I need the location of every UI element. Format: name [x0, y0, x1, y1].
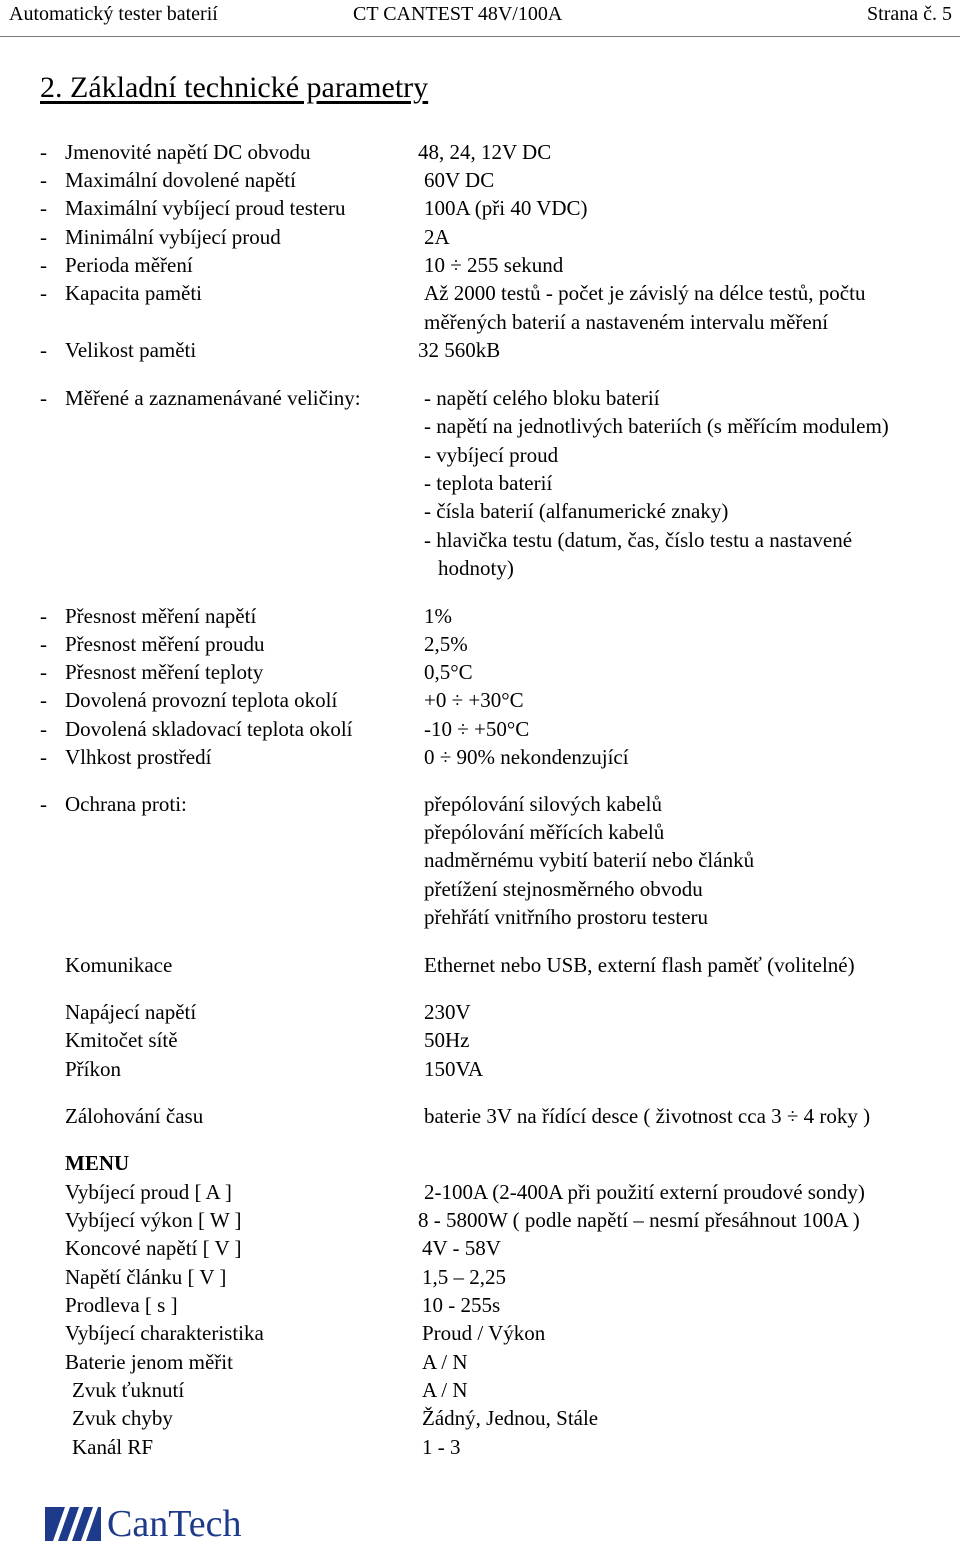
measured-row [0, 412, 960, 440]
backup-label: Zálohování času [65, 1104, 204, 1128]
measured-item: hodnoty) [438, 556, 514, 580]
param-row [0, 166, 960, 194]
list-dash: - [40, 745, 47, 769]
menu-row [0, 1178, 960, 1206]
measured-row [0, 554, 960, 582]
param-row [0, 138, 960, 166]
power-label: Kmitočet sítě [65, 1028, 178, 1052]
param-value: 48, 24, 12V DC [418, 140, 552, 164]
menu-row [0, 1263, 960, 1291]
menu-label: Napětí článku [ V ] [65, 1265, 227, 1289]
protection-item: přetížení stejnosměrného obvodu [424, 877, 703, 901]
param-row-continuation [0, 308, 960, 336]
param-row [0, 630, 960, 658]
menu-row [0, 1291, 960, 1319]
list-dash: - [40, 660, 47, 684]
menu-row [0, 1348, 960, 1376]
cantech-logo-mark-icon [45, 1507, 101, 1541]
menu-label: Baterie jenom měřit [65, 1350, 233, 1374]
section-title: 2. Základní technické parametry [40, 71, 429, 104]
protection-row [0, 903, 960, 931]
menu-value: 1,5 – 2,25 [422, 1265, 506, 1289]
backup-row [0, 1102, 960, 1130]
list-dash: - [40, 140, 47, 164]
measured-item: - vybíjecí proud [424, 443, 559, 467]
menu-value: A / N [422, 1378, 468, 1402]
param-row [0, 743, 960, 771]
menu-label: Vybíjecí výkon [ W ] [65, 1208, 242, 1232]
param-value: 32 560kB [418, 338, 501, 362]
param-value: 0,5°C [424, 660, 473, 684]
param-label: Minimální vybíjecí proud [65, 225, 281, 249]
menu-title-row [0, 1149, 960, 1177]
measured-row [0, 469, 960, 497]
param-label: Jmenovité napětí DC obvodu [65, 140, 311, 164]
menu-label: Vybíjecí proud [ A ] [65, 1180, 232, 1204]
menu-value: 4V - 58V [422, 1236, 501, 1260]
menu-label: Prodleva [ s ] [65, 1293, 178, 1317]
menu-row [0, 1404, 960, 1432]
param-label: Vlhkost prostředí [65, 745, 212, 769]
measured-label: Měřené a zaznamenávané veličiny: [65, 386, 361, 410]
protection-item: přepólování měřících kabelů [424, 820, 665, 844]
param-label: Maximální vybíjecí proud testeru [65, 196, 346, 220]
measured-row [0, 526, 960, 554]
list-dash: - [40, 338, 47, 362]
menu-label: Koncové napětí [ V ] [65, 1236, 242, 1260]
power-row [0, 1026, 960, 1054]
param-label: Přesnost měření proudu [65, 632, 265, 656]
measured-item: - napětí na jednotlivých bateriích (s měřícím modulem) [424, 414, 889, 438]
menu-title: MENU [65, 1151, 130, 1175]
header-page-number: Strana č. 5 [867, 3, 952, 25]
param-row [0, 223, 960, 251]
list-dash: - [40, 196, 47, 220]
cantech-logo-text: CanTech [107, 1503, 242, 1545]
list-dash: - [40, 253, 47, 277]
measured-row [0, 441, 960, 469]
protection-row [0, 790, 960, 818]
param-value: 0 ÷ 90% nekondenzující [424, 745, 629, 769]
menu-value: 8 - 5800W ( podle napětí – nesmí přesáhnout 100A ) [418, 1208, 860, 1232]
communication-row [0, 951, 960, 979]
menu-label: Kanál RF [72, 1435, 154, 1459]
param-value: 1% [424, 604, 452, 628]
protection-row [0, 818, 960, 846]
param-row [0, 658, 960, 686]
param-value: 2,5% [424, 632, 468, 656]
menu-value: Žádný, Jednou, Stále [422, 1406, 599, 1430]
param-row [0, 686, 960, 714]
protection-item: přehřátí vnitřního prostoru testeru [424, 905, 709, 929]
list-dash: - [40, 632, 47, 656]
measured-row [0, 497, 960, 525]
list-dash: - [40, 386, 47, 410]
backup-value: baterie 3V na řídící desce ( životnost cca 3 ÷ 4 roky ) [424, 1104, 871, 1128]
power-value: 230V [424, 1000, 471, 1024]
power-label: Příkon [65, 1057, 122, 1081]
param-row [0, 602, 960, 630]
param-value: 100A (při 40 VDC) [424, 196, 588, 220]
menu-row [0, 1433, 960, 1461]
power-row [0, 1055, 960, 1083]
menu-label: Zvuk chyby [72, 1406, 173, 1430]
measured-item: - teplota baterií [424, 471, 553, 495]
list-dash: - [40, 604, 47, 628]
menu-value: Proud / Výkon [422, 1321, 546, 1345]
param-label: Perioda měření [65, 253, 193, 277]
list-dash: - [40, 281, 47, 305]
list-dash: - [40, 225, 47, 249]
menu-value: 10 - 255s [422, 1293, 501, 1317]
menu-value: A / N [422, 1350, 468, 1374]
power-label: Napájecí napětí [65, 1000, 197, 1024]
param-label: Dovolená skladovací teplota okolí [65, 717, 353, 741]
menu-row [0, 1376, 960, 1404]
param-row [0, 336, 960, 364]
menu-label: Vybíjecí charakteristika [65, 1321, 264, 1345]
param-value: 60V DC [424, 168, 495, 192]
protection-row [0, 875, 960, 903]
param-label: Velikost paměti [65, 338, 197, 362]
menu-value: 1 - 3 [422, 1435, 461, 1459]
header-product-name: CT CANTEST 48V/100A [353, 3, 563, 25]
communication-value: Ethernet nebo USB, externí flash paměť (volitelné) [424, 953, 855, 977]
param-value: Až 2000 testů - počet je závislý na délce testů, počtu [424, 281, 866, 305]
param-label: Kapacita paměti [65, 281, 203, 305]
header-document-title: Automatický tester baterií [9, 3, 218, 25]
protection-item: nadměrnému vybití baterií nebo článků [424, 848, 755, 872]
page-header [0, 0, 960, 37]
communication-label: Komunikace [65, 953, 173, 977]
list-dash: - [40, 168, 47, 192]
protection-item: přepólování silových kabelů [424, 792, 662, 816]
measured-row [0, 384, 960, 412]
protection-row [0, 846, 960, 874]
power-row [0, 998, 960, 1026]
power-value: 150VA [424, 1057, 484, 1081]
param-row [0, 251, 960, 279]
param-label: Přesnost měření napětí [65, 604, 257, 628]
param-value: -10 ÷ +50°C [424, 717, 530, 741]
menu-row [0, 1234, 960, 1262]
menu-row [0, 1319, 960, 1347]
list-dash: - [40, 792, 47, 816]
param-label: Maximální dovolené napětí [65, 168, 296, 192]
param-row [0, 279, 960, 307]
list-dash: - [40, 717, 47, 741]
menu-value: 2-100A (2-400A při použití externí proudové sondy) [424, 1180, 865, 1204]
menu-label: Zvuk ťuknutí [72, 1378, 185, 1402]
measured-item: - napětí celého bloku baterií [424, 386, 660, 410]
measured-item: - hlavička testu (datum, čas, číslo testu a nastavené [424, 528, 853, 552]
measured-item: - čísla baterií (alfanumerické znaky) [424, 499, 729, 523]
param-value: 2A [424, 225, 450, 249]
cantech-logo [45, 1503, 285, 1543]
power-value: 50Hz [424, 1028, 470, 1052]
param-label: Přesnost měření teploty [65, 660, 264, 684]
param-label: Dovolená provozní teplota okolí [65, 688, 338, 712]
param-value-continuation: měřených baterií a nastaveném intervalu měření [424, 310, 829, 334]
param-value: +0 ÷ +30°C [424, 688, 524, 712]
param-value: 10 ÷ 255 sekund [424, 253, 564, 277]
param-row [0, 194, 960, 222]
protection-label: Ochrana proti: [65, 792, 187, 816]
param-row [0, 715, 960, 743]
menu-row [0, 1206, 960, 1234]
list-dash: - [40, 688, 47, 712]
